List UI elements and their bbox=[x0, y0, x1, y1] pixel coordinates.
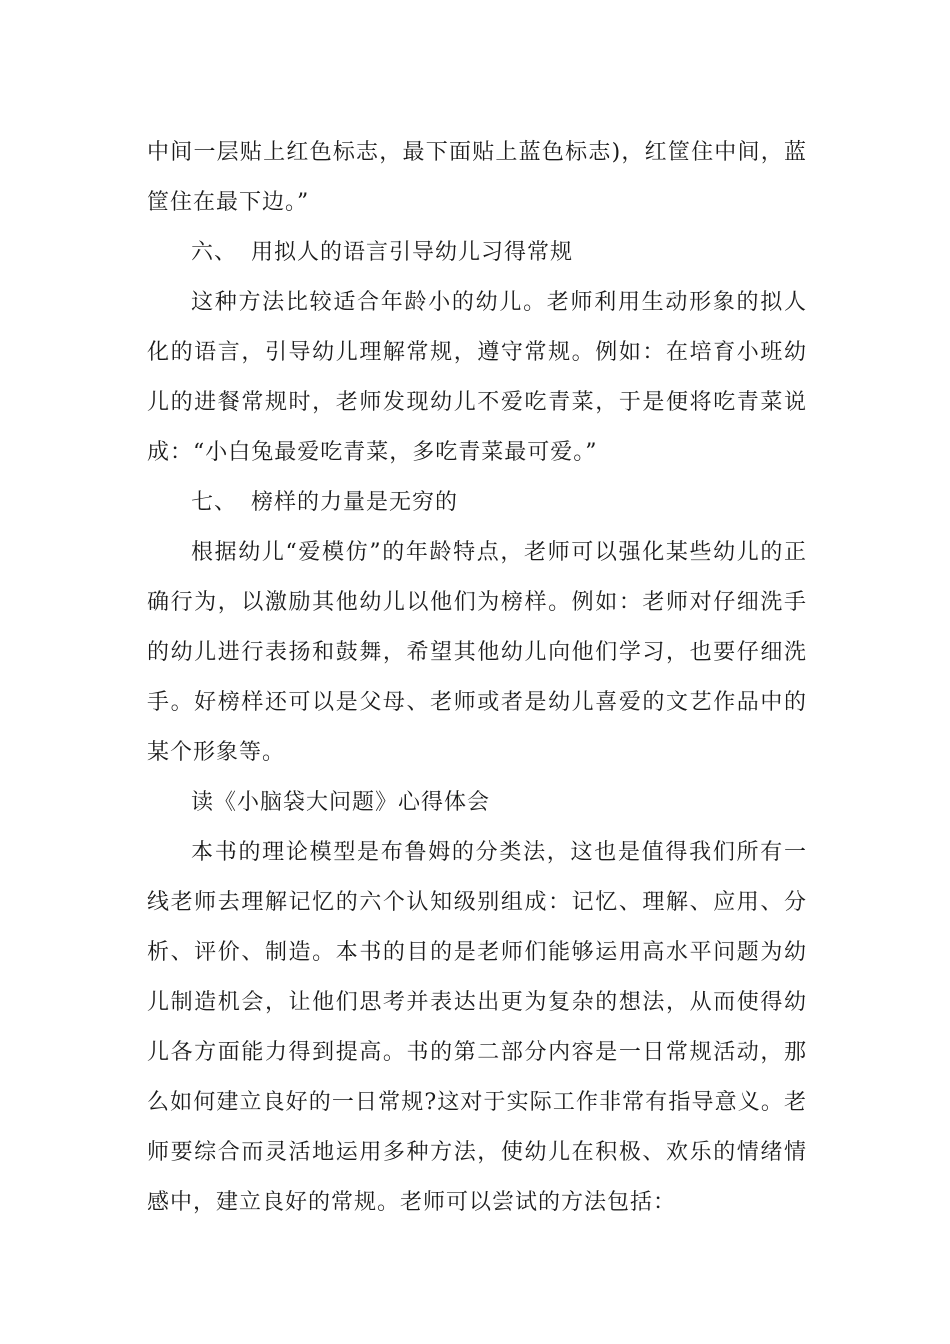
paragraph-role-model: 根据幼儿“爱模仿”的年龄特点，老师可以强化某些幼儿的正确行为，以激励其他幼儿以他们为榜样。例如：老师对仔细洗手的幼儿进行表扬和鼓舞，希望其他幼儿向他们学习，也要仔细洗手。好榜样还可以是父母、老师或者是幼儿喜爱的文艺作品中的某个形象等。 bbox=[147, 540, 807, 765]
document-body bbox=[147, 128, 807, 1228]
section-number: 七、 bbox=[191, 490, 238, 515]
paragraph-continuation: 中间一层贴上红色标志，最下面贴上蓝色标志)，红筐住中间，蓝筐住在最下边。” bbox=[147, 140, 807, 215]
section-number: 六、 bbox=[191, 240, 238, 265]
paragraph-book-review: 本书的理论模型是布鲁姆的分类法，这也是值得我们所有一线老师去理解记忆的六个认知级别组成：记忆、理解、应用、分析、评价、制造。本书的目的是老师们能够运用高水平问题为幼儿制造机会，让他们思考并表达出更为复杂的想法，从而使得幼儿各方面能力得到提高。书的第二部分内容是一日常规活动，那么如何建立良好的一日常规?这对于实际工作非常有指导意义。老师要综合而灵活地运用多种方法，使幼儿在积极、欢乐的情绪情感中，建立良好的常规。老师可以尝试的方法包括： bbox=[147, 840, 807, 1215]
section-heading-seven bbox=[147, 478, 807, 528]
section-heading-text: 用拟人的语言引导幼儿习得常规 bbox=[251, 240, 574, 265]
section-heading-text: 榜样的力量是无穷的 bbox=[251, 490, 459, 515]
section-heading-six bbox=[147, 228, 807, 278]
paragraph-personification: 这种方法比较适合年龄小的幼儿。老师利用生动形象的拟人化的语言，引导幼儿理解常规，遵守常规。例如：在培育小班幼儿的进餐常规时，老师发现幼儿不爱吃青菜，于是便将吃青菜说成：“小白兔最爱吃青菜，多吃青菜最可爱。” bbox=[147, 290, 807, 465]
article-title: 读《小脑袋大问题》心得体会 bbox=[191, 790, 491, 815]
